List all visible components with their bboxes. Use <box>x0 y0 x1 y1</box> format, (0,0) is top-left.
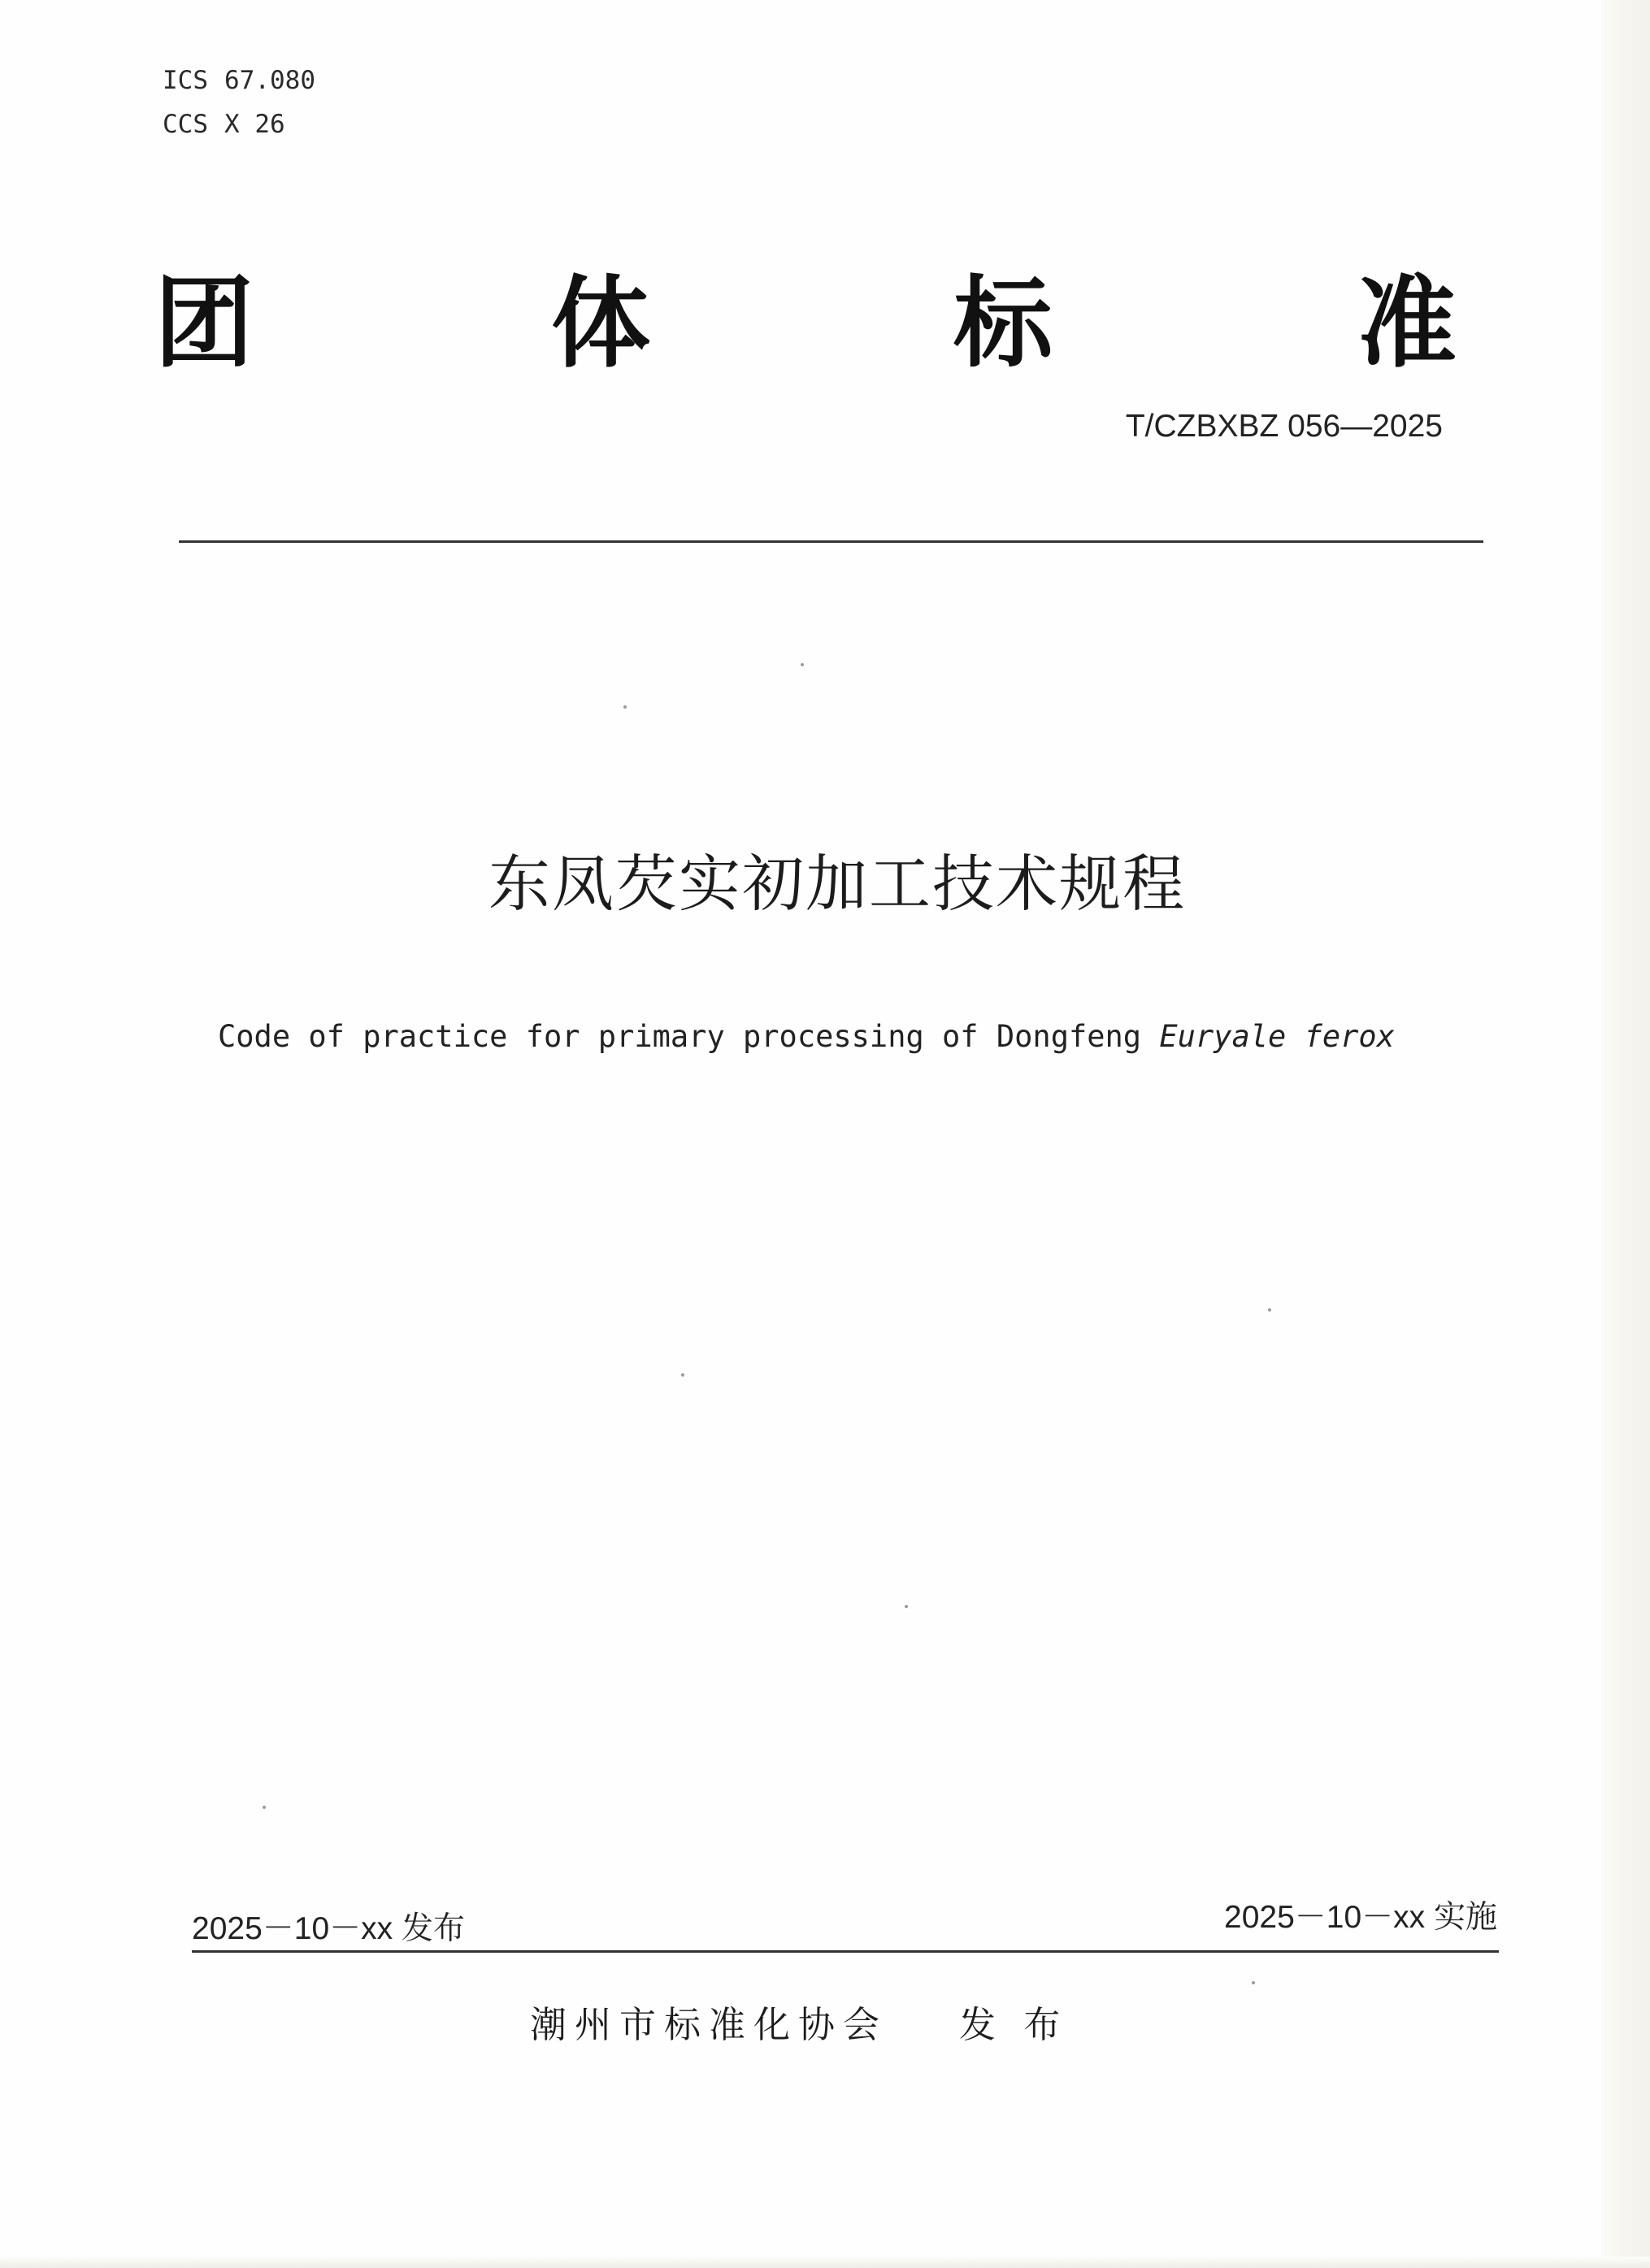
doc-type-char-4: 准 <box>1357 266 1457 381</box>
ccs-code-line <box>163 102 315 146</box>
scan-speck <box>681 1373 684 1377</box>
ccs-code: X 26 <box>224 110 285 139</box>
scan-speck <box>905 1605 908 1608</box>
scan-speck <box>1252 1981 1255 1984</box>
ccs-label: CCS <box>163 110 208 139</box>
scan-speck <box>1268 1308 1271 1312</box>
scan-speck <box>263 1806 266 1809</box>
doc-type-char-2: 体 <box>551 266 650 381</box>
english-title-prefix: Code of practice for primary processing of Dongfeng <box>218 1019 1142 1054</box>
doc-type-char-1: 团 <box>154 266 254 381</box>
publisher-action: 发 布 <box>959 2003 1069 2046</box>
header-divider <box>179 540 1483 543</box>
chinese-title <box>0 845 1650 923</box>
classification-codes <box>163 59 315 146</box>
ics-label: ICS <box>163 66 208 95</box>
publisher-line <box>530 1995 1068 2048</box>
scan-shadow-edge-bottom <box>0 2257 1650 2268</box>
footer-divider <box>192 1950 1499 1953</box>
scan-shadow-edge <box>1601 0 1650 2268</box>
ics-code-line <box>163 59 315 102</box>
implement-date: 2025－10－xx 实施 <box>1224 1900 1497 1935</box>
publish-date: 2025－10－xx 发布 <box>192 1911 465 1946</box>
scan-speck <box>801 663 804 666</box>
standard-number: T/CZBXBZ 056—2025 <box>1125 409 1443 444</box>
ics-code: 67.080 <box>224 66 315 95</box>
chinese-title-text: 东凤芡实初加工技术规程 <box>488 848 1186 920</box>
scientific-name: Euryale ferox <box>1159 1019 1395 1054</box>
scan-speck <box>623 705 627 709</box>
document-type-heading <box>154 267 1455 380</box>
doc-type-char-3: 标 <box>953 266 1053 381</box>
publisher-organization: 潮州市标准化协会 <box>530 2003 888 2046</box>
english-title <box>218 1019 1395 1054</box>
